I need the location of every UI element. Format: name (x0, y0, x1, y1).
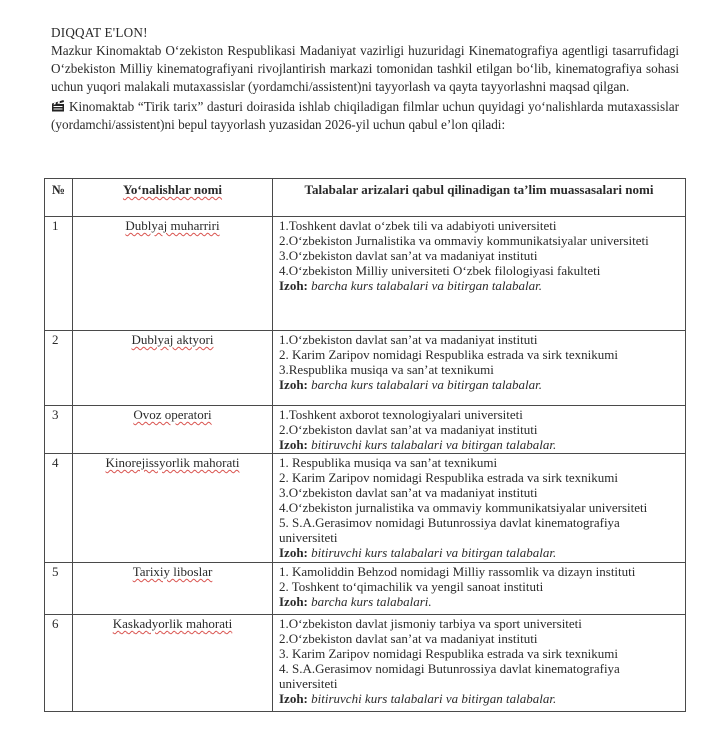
row-institutions-cell (273, 217, 686, 331)
row-direction-cell (73, 406, 273, 454)
row-direction-cell (73, 217, 273, 331)
row-number: 5 (45, 563, 73, 615)
note-label: Izoh: (279, 278, 308, 293)
institution-item: 3. Karim Zaripov nomidagi Respublika estrada va sirk texnikumi (279, 646, 619, 661)
note-text: bitiruvchi kurs talabalari va bitirgan talabalar. (311, 691, 557, 706)
note-text: bitiruvchi kurs talabalari va bitirgan talabalar. (311, 545, 557, 560)
institution-item: 1.O‘zbekiston davlat jismoniy tarbiya va sport universiteti (279, 616, 582, 631)
header-number (45, 179, 73, 217)
table-header-row (45, 179, 686, 217)
institution-item: 2. Karim Zaripov nomidagi Respublika estrada va sirk texnikumi (279, 470, 619, 485)
institution-item: 2. Karim Zaripov nomidagi Respublika estrada va sirk texnikumi (279, 347, 619, 362)
institution-item: 2.O‘zbekiston davlat san’at va madaniyat instituti (279, 631, 538, 646)
row-note (279, 437, 679, 452)
row-note (279, 594, 679, 609)
note-label: Izoh: (279, 545, 308, 560)
row-direction-name: Ovoz operatori (133, 407, 212, 422)
header-institutions-text: Talabalar arizalari qabul qilinadigan ta’lim muassasalari nomi (304, 182, 654, 197)
institution-item: 1. Kamoliddin Behzod nomidagi Milliy rassomlik va dizayn instituti (279, 564, 636, 579)
notice-title: DIQQAT E'LON! (51, 25, 148, 40)
institution-item: 2. Toshkent to‘qimachilik va yengil sanoat instituti (279, 579, 544, 594)
row-direction-name: Tarixiy liboslar (132, 564, 213, 579)
row-direction-name: Dublyaj muharriri (125, 218, 220, 233)
institution-item: 5. S.A.Gerasimov nomidagi Butunrossiya davlat kinematografiya (279, 515, 620, 530)
row-number: 6 (45, 615, 73, 712)
row-direction-cell (73, 454, 273, 563)
notice-paragraph-2-wrapper (51, 98, 679, 134)
institution-item: 4.O‘zbekiston jurnalistika va ommaviy kommunikatsiyalar universiteti (279, 500, 648, 515)
note-label: Izoh: (279, 691, 308, 706)
header-direction (73, 179, 273, 217)
notice-paragraph-2: Kinomaktab “Tirik tarix” dasturi doirasida ishlab chiqiladigan filmlar uchun quyidagi yo‘nalishlarda mutaxassislar (yordamchi/assistent)ni bepul tayyorlash yuzasidan 2026-yil uchun qabul e’lon qiladi: (51, 99, 679, 132)
row-note (279, 691, 679, 706)
table-row (45, 454, 686, 563)
institution-item: 1.O‘zbekiston davlat san’at va madaniyat instituti (279, 332, 538, 347)
institution-item: 2.O‘zbekiston Jurnalistika va ommaviy kommunikatsiyalar universiteti (279, 233, 649, 248)
header-direction-text: Yo‘nalishlar nomi (122, 182, 223, 197)
table-row (45, 406, 686, 454)
row-institutions-cell (273, 615, 686, 712)
institution-item: 1. Respublika musiqa va san’at texnikumi (279, 455, 498, 470)
institution-item: universiteti (279, 530, 338, 545)
institution-item: 1.Toshkent davlat o‘zbek tili va adabiyoti universiteti (279, 218, 557, 233)
table-row (45, 331, 686, 406)
institution-item: 4. S.A.Gerasimov nomidagi Butunrossiya davlat kinematografiya (279, 661, 620, 676)
note-label: Izoh: (279, 594, 308, 609)
row-direction-name: Dublyaj aktyori (131, 332, 214, 347)
institution-item: 2.O‘zbekiston davlat san’at va madaniyat instituti (279, 422, 538, 437)
row-institutions-cell (273, 454, 686, 563)
table-body (45, 217, 686, 712)
header-institutions (273, 179, 686, 217)
row-number: 2 (45, 331, 73, 406)
admissions-table (44, 178, 686, 712)
table-row (45, 217, 686, 331)
institution-item: 3.O‘zbekiston davlat san’at va madaniyat instituti (279, 485, 538, 500)
row-note (279, 278, 679, 293)
row-note (279, 377, 679, 392)
note-text: barcha kurs talabalari. (311, 594, 432, 609)
table-row (45, 615, 686, 712)
institution-item: universiteti (279, 676, 338, 691)
notice-paragraph-1: Mazkur Kinomaktab O‘zekiston Respublikasi Madaniyat vazirligi huzuridagi Kinematografiya agentligi tasarrufidagi O‘zbekiston Milliy kinematografiyani rivojlantirish markazi tomonidan tashkil etilgan bo‘lib, kinematografiya sohasi uchun yuqori malakali mutaxassislar (yordamchi/assistent)ni tayyorlash va qayta tayyorlashni maqsad qilgan. (51, 43, 679, 94)
note-text: barcha kurs talabalari va bitirgan talabalar. (311, 278, 543, 293)
institution-item: 3.Respublika musiqa va san’at texnikumi (279, 362, 494, 377)
row-number: 4 (45, 454, 73, 563)
row-number: 3 (45, 406, 73, 454)
row-direction-cell (73, 331, 273, 406)
row-institutions-cell (273, 331, 686, 406)
row-direction-name: Kaskadyorlik mahorati (112, 616, 233, 631)
institution-item: 3.O‘zbekiston davlat san’at va madaniyat instituti (279, 248, 538, 263)
notice-intro (51, 24, 679, 134)
film-clapper-icon (51, 99, 65, 112)
row-note (279, 545, 679, 560)
row-direction-name: Kinorejissyorlik mahorati (105, 455, 240, 470)
row-institutions-cell (273, 563, 686, 615)
row-direction-cell (73, 563, 273, 615)
header-number-text: № (52, 182, 66, 197)
institution-item: 4.O‘zbekiston Milliy universiteti O‘zbek filologiyasi fakulteti (279, 263, 601, 278)
institution-item: 1.Toshkent axborot texnologiyalari universiteti (279, 407, 523, 422)
note-label: Izoh: (279, 437, 308, 452)
table-row (45, 563, 686, 615)
note-text: bitiruvchi kurs talabalari va bitirgan talabalar. (311, 437, 557, 452)
row-institutions-cell (273, 406, 686, 454)
note-label: Izoh: (279, 377, 308, 392)
note-text: barcha kurs talabalari va bitirgan talabalar. (311, 377, 543, 392)
row-number: 1 (45, 217, 73, 331)
row-direction-cell (73, 615, 273, 712)
